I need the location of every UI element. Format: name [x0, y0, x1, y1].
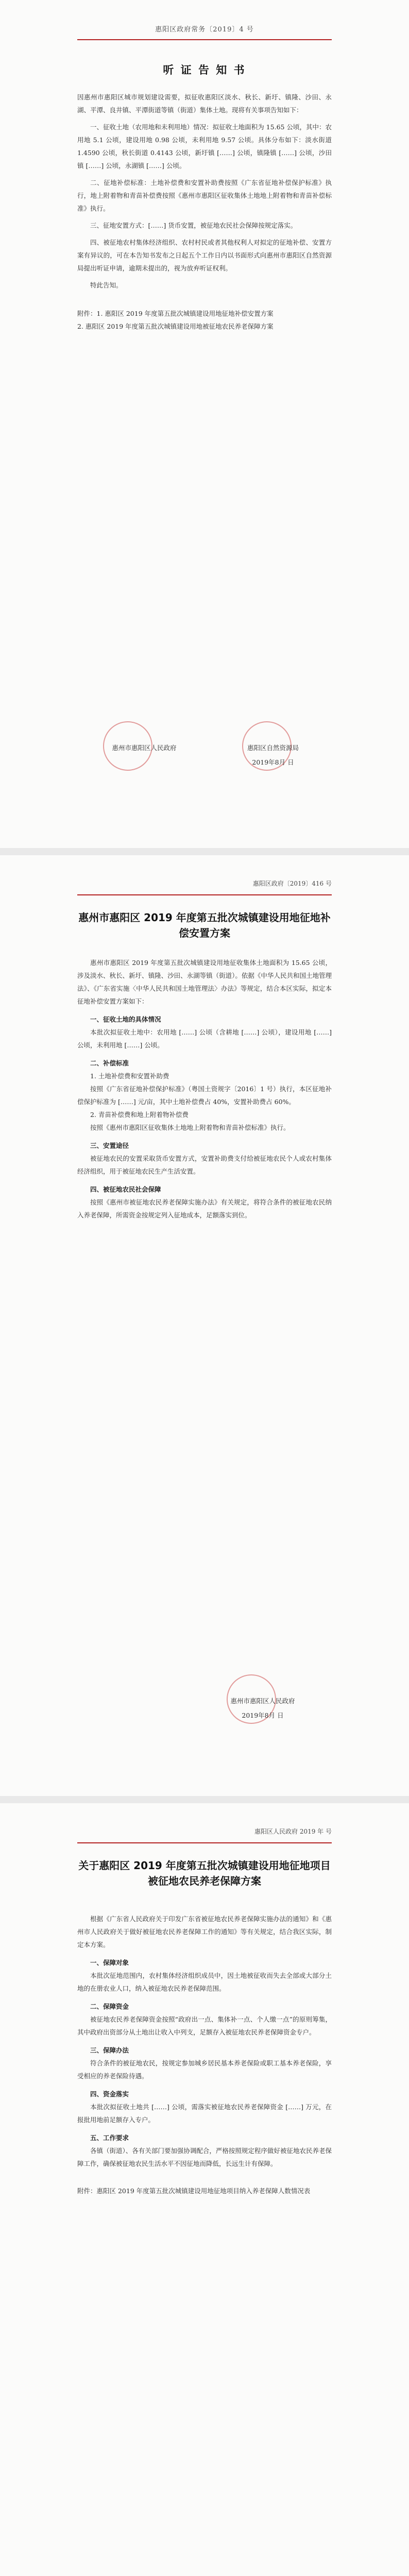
- document-number: 惠阳区人民政府 2019 年 号: [254, 1828, 332, 1835]
- paragraph: 按照《惠州市惠阳区征收集体土地地上附着物和青苗补偿标准》执行。: [90, 1124, 290, 1131]
- pension-title: 关于惠阳区 2019 年度第五批次城镇建设用地征地项目被征地农民养老保障方案: [78, 1859, 331, 1887]
- paragraph: 被征地农民养老保障资金按照“政府出一点、集体补一点、个人缴一点”的原则筹集，其中政府出资部分从土地出让收入中列支，足额存入被征地农民养老保障资金专户。: [77, 2015, 332, 2036]
- signer-left: 惠州市惠阳区人民政府: [112, 744, 177, 752]
- paragraph: 四、被征地农村集体经济组织、农村村民或者其他权利人对拟定的征地补偿、安置方案有异议的，可在本告知书发布之日起五个工作日内以书面形式向惠州市惠阳区自然资源局提出听证申请，逾期未提出的，视为放弃听证权利。: [77, 239, 332, 272]
- paragraph: 本批次拟征收土地中：农用地 [……] 公顷（含耕地 [……] 公顷），建设用地 [……] 公顷，未利用地 [……] 公顷。: [77, 1028, 332, 1049]
- document-page-3: [0, 1803, 409, 2576]
- paragraph: 本批次拟征收土地共 [……] 公顷，需落实被征地农民养老保障资金 [……] 万元，在报批用地前足额存入专户。: [77, 2103, 332, 2124]
- paragraph: 2. 青苗补偿费和地上附着物补偿费: [90, 1111, 189, 1118]
- section-heading: 四、资金落实: [90, 2090, 129, 2098]
- plan-body: [77, 956, 332, 1222]
- signer-right: 惠阳区自然资源局: [247, 744, 299, 752]
- paragraph: 按照《惠州市被征地农民养老保障实施办法》有关规定，将符合条件的被征地农民纳入养老保障，所需资金按规定列入征地成本，足额落实到位。: [77, 1198, 332, 1219]
- notice-body: [77, 91, 332, 333]
- section-heading: 五、工作要求: [90, 2134, 129, 2142]
- header-rule: [77, 39, 332, 40]
- issuer-line: 惠阳区政府常务〔2019〕4 号: [155, 26, 254, 33]
- paragraph: 二、征地补偿标准：土地补偿费和安置补助费按照《广东省征地补偿保护标准》执行，地上附着物和青苗补偿费按照《惠州市惠阳区征收集体土地地上附着物和青苗补偿标准》执行。: [77, 179, 332, 212]
- document-page-2: [0, 855, 409, 1803]
- document-number: 惠阳区政府〔2019〕416 号: [252, 880, 332, 887]
- section-heading: 三、保障办法: [90, 2046, 129, 2054]
- attachment-line: 附件：惠阳区 2019 年度第五批次城镇建设用地征地项目纳入养老保障人数情况表: [77, 2187, 311, 2195]
- paragraph: 符合条件的被征地农民，按规定参加城乡居民基本养老保险或职工基本养老保险，享受相应的养老保险待遇。: [77, 2059, 332, 2080]
- paragraph: 根据《广东省人民政府关于印发广东省被征地农民养老保障实施办法的通知》和《惠州市人民政府关于做好被征地农民养老保障工作的通知》等有关规定，结合我区实际，制定本方案。: [77, 1915, 332, 1948]
- document-page-1: [0, 0, 409, 855]
- paragraph: 按照《广东省征地补偿保护标准》（粤国土资规字〔2016〕1 号）执行，本区征地补偿保护标准为 [……] 元/亩，其中土地补偿费占 40%，安置补助费占 60%。: [77, 1085, 332, 1106]
- header-rule: [77, 1842, 332, 1843]
- attachments-list: 附件：1. 惠阳区 2019 年度第五批次城镇建设用地征地补偿安置方案 2. 惠阳区 2019 年度第五批次城镇建设用地被征地农民养老保障方案: [77, 310, 274, 330]
- header-rule: [77, 894, 332, 895]
- paragraph: 特此告知。: [90, 281, 123, 289]
- section-heading: 四、被征地农民社会保障: [90, 1185, 161, 1193]
- paragraph: 三、征地安置方式：[……] 货币安置，被征地农民社会保障按规定落实。: [90, 222, 297, 229]
- sign-date: 2019年8月 日: [252, 758, 294, 766]
- paragraph: 1. 土地补偿费和安置补助费: [90, 1072, 169, 1080]
- pension-body: [77, 1912, 332, 2197]
- section-heading: 一、征收土地的具体情况: [90, 1015, 161, 1023]
- section-heading: 一、保障对象: [90, 1959, 129, 1967]
- plan-title: 惠州市惠阳区 2019 年度第五批次城镇建设用地征地补偿安置方案: [78, 911, 331, 939]
- paragraph: 各镇（街道）、各有关部门要加强协调配合，严格按照规定程序做好被征地农民养老保障工作，确保被征地农民生活水平不因征地而降低，长远生计有保障。: [77, 2147, 332, 2167]
- notice-title: 听 证 告 知 书: [163, 64, 246, 76]
- paragraph: 本批次征地范围内，农村集体经济组织成员中，因土地被征收而失去全部或大部分土地的在册农业人口，纳入被征地农民养老保障范围。: [77, 1972, 332, 1992]
- paragraph: 因惠州市惠阳区城市规划建设需要，拟征收惠阳区淡水、秋长、新圩、镇隆、沙田、永湖、平潭、良井镇、平潭街道等镇（街道）集体土地。现将有关事项告知如下：: [77, 93, 332, 114]
- section-heading: 二、补偿标准: [90, 1059, 129, 1067]
- paragraph: 被征地农民的安置采取货币安置方式，安置补助费支付给被征地农民个人或农村集体经济组织，用于被征地农民生产生活安置。: [77, 1155, 332, 1175]
- section-heading: 二、保障资金: [90, 2003, 129, 2010]
- signer: 惠州市惠阳区人民政府: [230, 1697, 295, 1705]
- section-heading: 三、安置途径: [90, 1142, 129, 1149]
- paragraph: 惠州市惠阳区 2019 年度第五批次城镇建设用地征收集体土地面积为 15.65 公顷，涉及淡水、秋长、新圩、镇隆、沙田、永湖等镇（街道）。依据《中华人民共和国土地管理法》、《广东省实施〈中华人民共和国土地管理法〉办法》等规定，结合本区实际，拟定本征地补偿安置方案如下：: [77, 959, 332, 1005]
- paragraph: 一、征收土地（农用地和未利用地）情况：拟征收土地面积为 15.65 公顷，其中：农用地 5.1 公顷，建设用地 0.98 公顷，未利用地 9.57 公顷。具体分布如下：淡水街道 1.4590 公顷，秋长街道 0.4143 公顷，新圩镇 [……] 公顷，镇隆镇 [……] 公顷，沙田镇 [……] 公顷，永湖镇 [……] 公顷。: [77, 123, 332, 170]
- sign-date: 2019年8月 日: [242, 1711, 284, 1719]
